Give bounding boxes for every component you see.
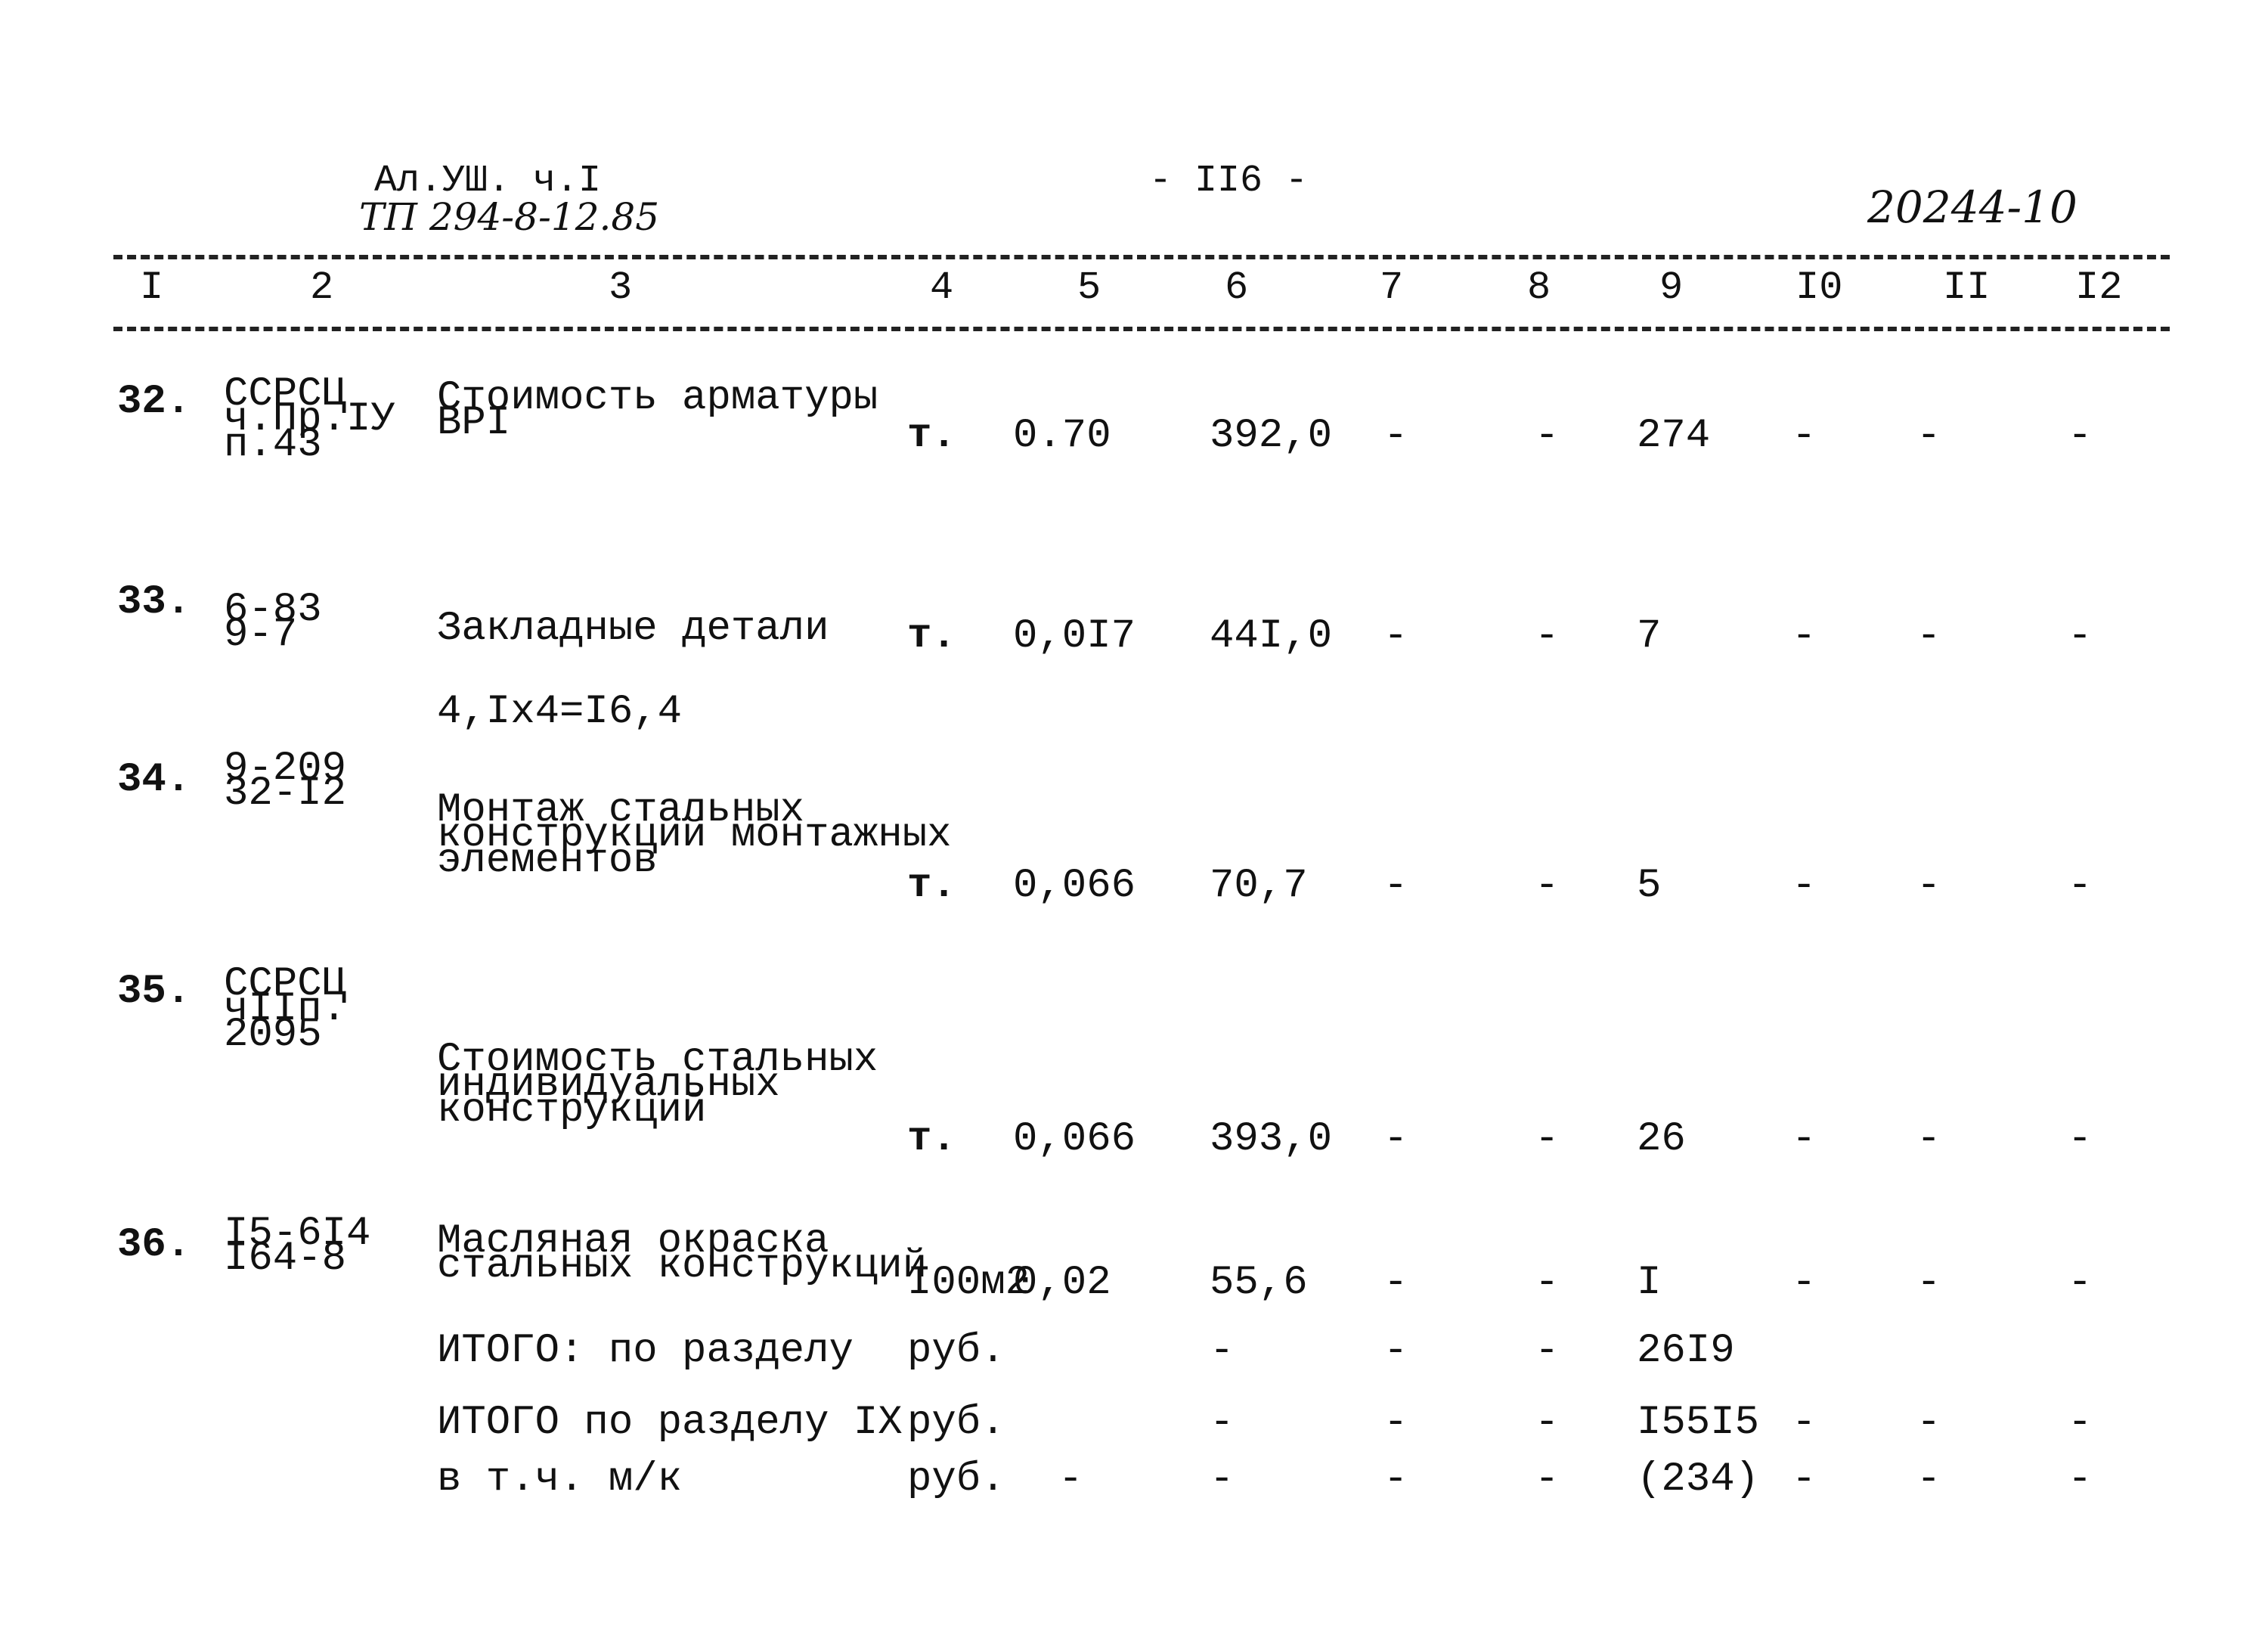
cell-c11: - xyxy=(1916,613,1941,659)
totals-cell-c8: - xyxy=(1535,1400,1560,1446)
cell-c10: - xyxy=(1792,1116,1817,1162)
cell-c8: - xyxy=(1535,863,1560,909)
rate-code: ССРСЦ чIIп. 2095 xyxy=(224,961,347,1058)
cell-c9: 26 xyxy=(1637,1116,1686,1162)
quantity: 0.70 xyxy=(1013,413,1111,459)
row-number: 36. xyxy=(117,1222,191,1268)
column-header-12: I2 xyxy=(2075,265,2123,310)
totals-label: в т.ч. м/к xyxy=(437,1456,683,1503)
cell-c9: I xyxy=(1637,1260,1662,1306)
cell-c11: - xyxy=(1916,863,1941,909)
row-number: 32. xyxy=(117,379,191,425)
project-code: ТП 294-8-12.85 xyxy=(359,195,660,239)
cell-c10: - xyxy=(1792,413,1817,459)
unit-price: 55,6 xyxy=(1210,1260,1308,1306)
column-header-9: 9 xyxy=(1659,265,1684,310)
quantity: 0,066 xyxy=(1013,863,1136,909)
totals-label: ИТОГО по разделу IX xyxy=(437,1400,903,1446)
cell-c8: - xyxy=(1535,1260,1560,1306)
quantity: 0,066 xyxy=(1013,1116,1136,1162)
album-line: Ал.УШ. ч.I xyxy=(374,160,602,203)
cell-c9: 7 xyxy=(1637,613,1662,659)
unit: т. xyxy=(907,863,956,909)
column-header-5: 5 xyxy=(1077,265,1101,310)
totals-unit: руб. xyxy=(907,1456,1005,1503)
totals-label: ИТОГО: по разделу xyxy=(437,1328,854,1374)
column-header-3: 3 xyxy=(609,265,633,310)
column-header-10: I0 xyxy=(1796,265,1843,310)
cell-c10: - xyxy=(1792,1260,1817,1306)
unit: т. xyxy=(907,1116,956,1162)
totals-price: - xyxy=(1210,1456,1235,1503)
cell-c8: - xyxy=(1535,1116,1560,1162)
cell-c11: - xyxy=(1916,1260,1941,1306)
totals-quantity: - xyxy=(1058,1456,1083,1503)
cell-c8: - xyxy=(1535,413,1560,459)
row-number: 35. xyxy=(117,969,191,1015)
unit-price: 393,0 xyxy=(1210,1116,1333,1162)
cell-c9: 274 xyxy=(1637,413,1711,459)
column-header-8: 8 xyxy=(1527,265,1551,310)
calc-note: 4,Iх4=I6,4 xyxy=(437,689,683,735)
column-header-6: 6 xyxy=(1225,265,1249,310)
cell-c12: - xyxy=(2068,863,2093,909)
cell-c10: - xyxy=(1792,613,1817,659)
column-header-7: 7 xyxy=(1380,265,1404,310)
totals-cell-c9: I55I5 xyxy=(1637,1400,1760,1446)
table-top-divider xyxy=(113,255,2170,259)
totals-cell-c12: - xyxy=(2068,1456,2093,1503)
cell-c12: - xyxy=(2068,1116,2093,1162)
quantity: 0,02 xyxy=(1013,1260,1111,1306)
work-name: Стоимость арматуры ВРI xyxy=(437,375,878,447)
cell-c8: - xyxy=(1535,613,1560,659)
row-number: 33. xyxy=(117,579,191,625)
cell-c7: - xyxy=(1383,1260,1408,1306)
cell-c7: - xyxy=(1383,1116,1408,1162)
rate-code: ССРСЦ ч.Пр.IУ п.43 xyxy=(224,371,395,468)
rate-code: 9-209 32-I2 xyxy=(224,746,347,817)
cell-c12: - xyxy=(2068,1260,2093,1306)
totals-cell-c9: 26I9 xyxy=(1637,1328,1735,1374)
cell-c10: - xyxy=(1792,863,1817,909)
totals-unit: руб. xyxy=(907,1400,1005,1446)
unit-price: 392,0 xyxy=(1210,413,1333,459)
column-header-11: II xyxy=(1943,265,1991,310)
totals-price: - xyxy=(1210,1400,1235,1446)
cell-c9: 5 xyxy=(1637,863,1662,909)
cell-c7: - xyxy=(1383,613,1408,659)
totals-cell-c10: - xyxy=(1792,1400,1817,1446)
row-number: 34. xyxy=(117,757,191,803)
column-header-4: 4 xyxy=(930,265,954,310)
cell-c7: - xyxy=(1383,413,1408,459)
cell-c11: - xyxy=(1916,1116,1941,1162)
unit: т. xyxy=(907,613,956,659)
work-name: Монтаж стальных конструкций монтажных элементов xyxy=(437,787,952,884)
cell-c7: - xyxy=(1383,863,1408,909)
totals-unit: руб. xyxy=(907,1328,1005,1374)
cell-c11: - xyxy=(1916,413,1941,459)
column-header-1: I xyxy=(140,265,164,310)
page-number: - II6 - xyxy=(1149,160,1309,203)
totals-cell-c7: - xyxy=(1383,1456,1408,1503)
unit: т. xyxy=(907,413,956,459)
rate-code: I5-6I4 I64-8 xyxy=(224,1211,371,1283)
unit: I00м2 xyxy=(907,1260,1030,1306)
unit-price: 44I,0 xyxy=(1210,613,1333,659)
totals-price: - xyxy=(1210,1328,1235,1374)
totals-cell-c11: - xyxy=(1916,1400,1941,1446)
totals-cell-c12: - xyxy=(2068,1400,2093,1446)
work-name: Закладные детали xyxy=(437,606,829,652)
totals-cell-c7: - xyxy=(1383,1400,1408,1446)
table-header-divider xyxy=(113,327,2170,331)
totals-cell-c11: - xyxy=(1916,1456,1941,1503)
totals-cell-c9: (234) xyxy=(1637,1456,1760,1503)
column-header-2: 2 xyxy=(310,265,334,310)
cell-c12: - xyxy=(2068,613,2093,659)
document-number: 20244-10 xyxy=(1867,181,2077,233)
unit-price: 70,7 xyxy=(1210,863,1308,909)
work-name: Стоимость стальных индивидуальных конструкций xyxy=(437,1037,878,1134)
cell-c12: - xyxy=(2068,413,2093,459)
rate-code: 6-83 9-7 xyxy=(224,587,322,659)
totals-cell-c10: - xyxy=(1792,1456,1817,1503)
totals-cell-c8: - xyxy=(1535,1456,1560,1503)
totals-cell-c7: - xyxy=(1383,1328,1408,1374)
quantity: 0,0I7 xyxy=(1013,613,1136,659)
totals-cell-c8: - xyxy=(1535,1328,1560,1374)
work-name: Масляная окраска стальных конструкций xyxy=(437,1218,928,1290)
